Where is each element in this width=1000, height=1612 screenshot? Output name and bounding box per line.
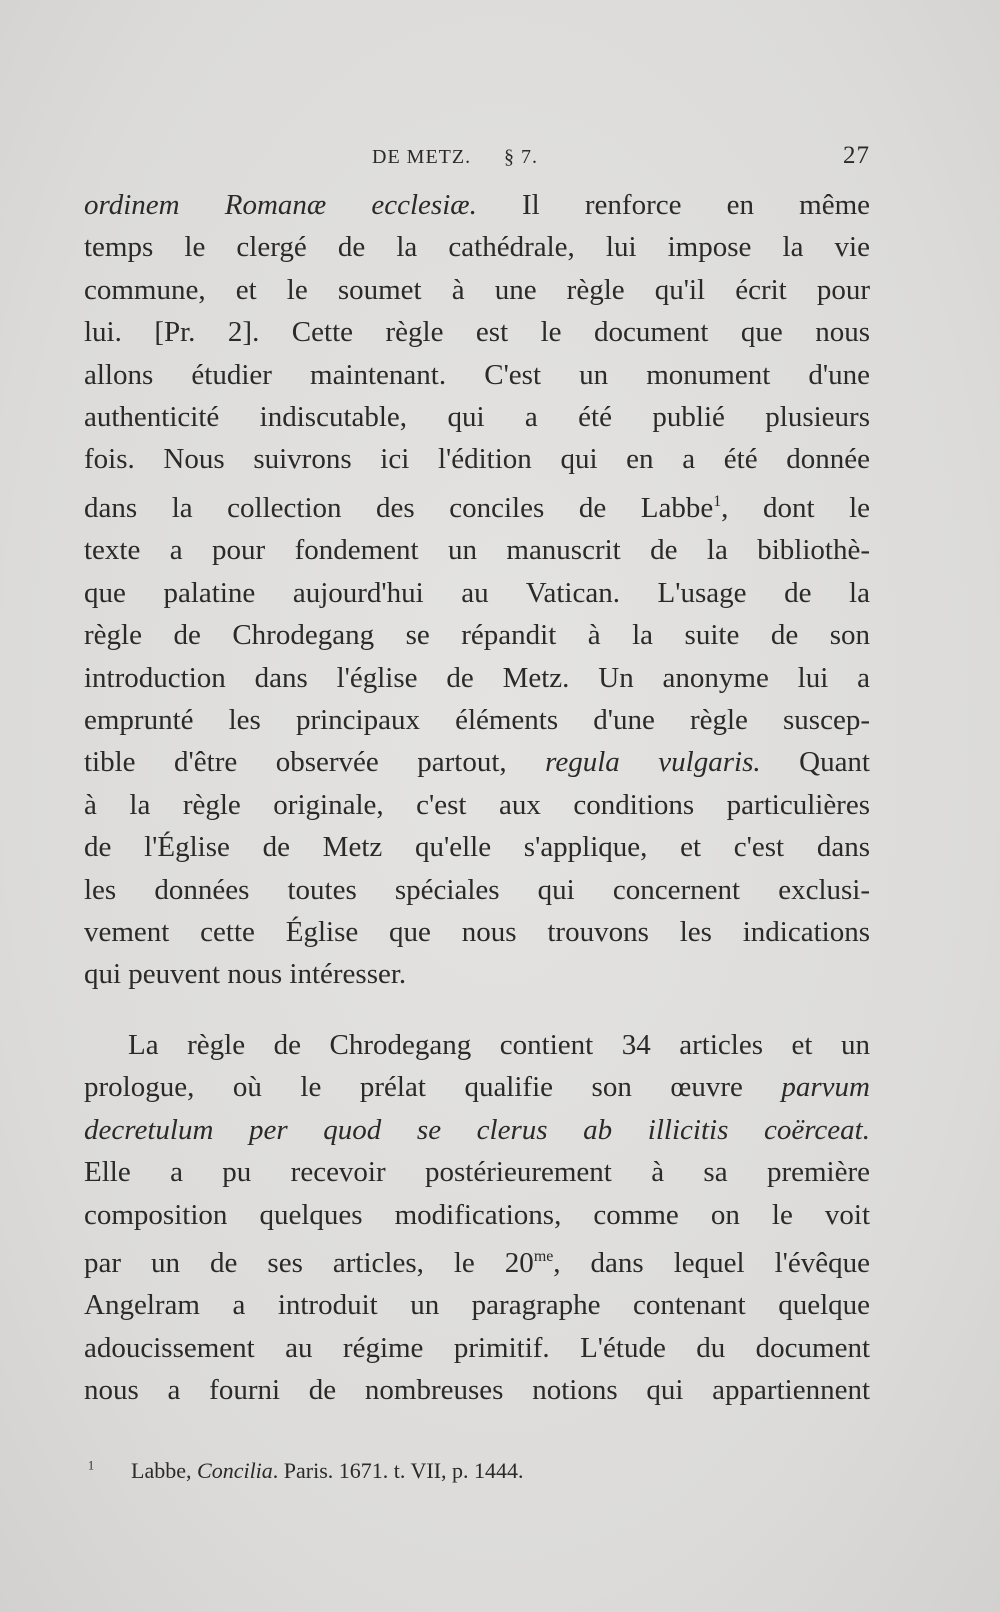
text-span: par un de ses articles, le 20: [84, 1247, 534, 1280]
text-line: qui peuvent nous intéresser.: [84, 958, 407, 991]
text-line: Elle a pu recevoir postérieurement à sa première: [84, 1156, 870, 1189]
text-line: [84, 1109, 870, 1151]
text-line: emprunté les principaux éléments d'une règle suscep-: [84, 704, 870, 737]
text-span: dans la collection des conciles de Labbe: [84, 492, 714, 524]
text-line: que palatine aujourd'hui au Vatican. L'usage de la: [84, 576, 870, 609]
text-line: lui. [Pr. 2]. Cette règle est le document que nous: [84, 316, 870, 349]
text-line: commune, et le soumet à une règle qu'il écrit pour: [84, 273, 870, 306]
text-line: La règle de Chrodegang contient 34 articles et un: [128, 1028, 870, 1061]
text-line: de l'Église de Metz qu'elle s'applique, et c'est dans: [84, 831, 870, 864]
text-line: Angelram a introduit un paragraphe contenant quelque: [84, 1289, 870, 1322]
footnote-citation: . Paris. 1671. t. VII, p. 1444.: [272, 1458, 524, 1483]
text-line: texte a pour fondement un manuscrit de la bibliothè-: [84, 534, 870, 567]
text-line: vement cette Église que nous trouvons les indications: [84, 916, 870, 949]
text-line: [84, 1236, 870, 1285]
text-line: règle de Chrodegang se répandit à la suite de son: [84, 619, 870, 652]
text-line: authenticité indiscutable, qui a été publié plusieurs: [84, 401, 870, 434]
text-span: prologue, où le prélat qualifie son œuvre: [84, 1071, 782, 1104]
footnote-ref: 1: [713, 492, 722, 510]
page-number: 27: [843, 142, 870, 169]
running-head: [84, 142, 870, 176]
superscript: me: [533, 1247, 554, 1265]
running-head-section: § 7.: [504, 146, 538, 168]
italic-phrase: regula vulgaris.: [545, 746, 761, 779]
italic-phrase: ordinem Romanæ ecclesiæ.: [84, 189, 477, 221]
text-line: fois. Nous suivrons ici l'édition qui en a été donnée: [84, 443, 870, 476]
text-line: nous a fourni de nombreuses notions qui appartiennent: [84, 1374, 870, 1407]
italic-phrase: parvum: [781, 1071, 870, 1104]
text-line: allons étudier maintenant. C'est un monument d'une: [84, 358, 870, 391]
text-span: , dans lequel l'évêque: [553, 1247, 870, 1280]
text-line: composition quelques modifications, comme on le voit: [84, 1198, 870, 1231]
text-span: Quant: [760, 746, 870, 779]
paragraph-1: [84, 184, 870, 996]
italic-phrase: decretulum per quod se clerus ab illicitis coërceat.: [84, 1113, 870, 1146]
text-line: [84, 184, 870, 226]
text-line: [84, 741, 870, 783]
text-line: [84, 1066, 870, 1108]
text-span: , dont le: [721, 492, 870, 524]
text-line: [84, 481, 870, 530]
text-line: à la règle originale, c'est aux conditions particulières: [84, 788, 870, 821]
text-span: Il renforce en même: [476, 189, 871, 221]
text-line: les données toutes spéciales qui concernent exclusi-: [84, 873, 870, 906]
footnote-work: Concilia: [197, 1458, 273, 1483]
paragraph-2: [84, 1024, 870, 1412]
text-line: temps le clergé de la cathédrale, lui impose la vie: [84, 231, 870, 264]
text-span: tible d'être observée partout,: [84, 746, 546, 779]
footnote-author: Labbe,: [131, 1458, 198, 1483]
body-text: [84, 184, 870, 1412]
running-head-title: DE METZ.: [372, 146, 472, 168]
text-line: adoucissement au régime primitif. L'étude du document: [84, 1331, 870, 1364]
footnote-marker: 1: [88, 1458, 95, 1473]
text-line: introduction dans l'église de Metz. Un anonyme lui a: [84, 661, 870, 694]
footnote: [88, 1458, 868, 1484]
